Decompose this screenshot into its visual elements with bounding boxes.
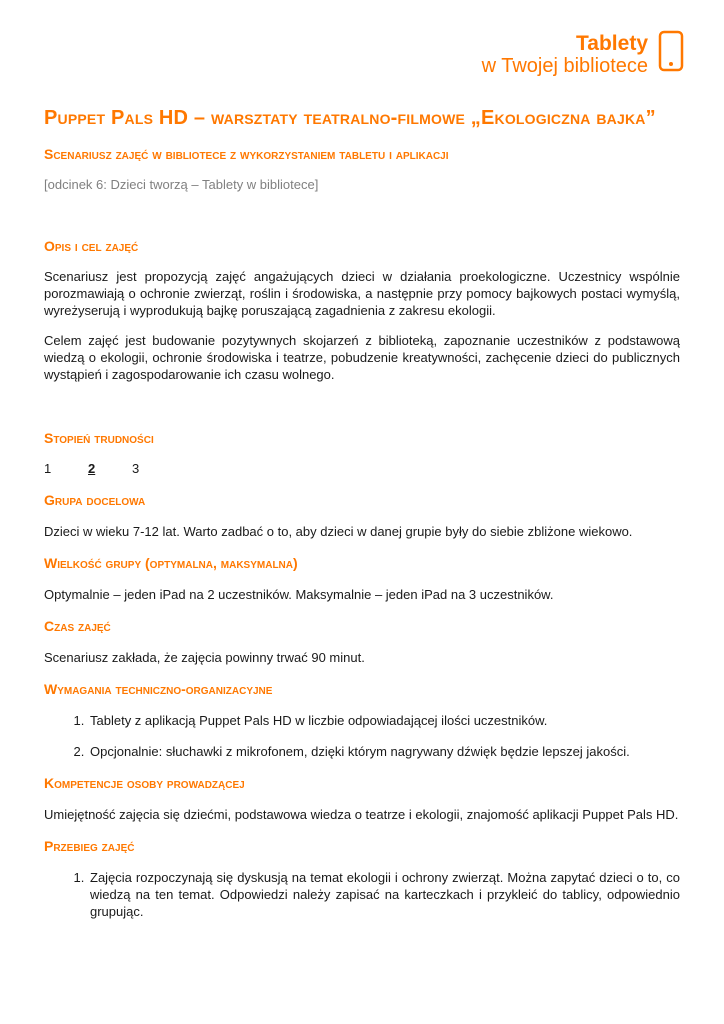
paragraph-opis-1: Scenariusz jest propozycją zajęć angażujących dzieci w działania proekologiczne. Uczestnicy wspólnie porozmawiają o ochronie zwierząt, roślin i środowiska, a następnie przy pomocy bajkowych postaci wymyślą, wyreżyserują i wyprodukują bajkę poruszającą zagadnienia z zakresu ekologii. — [44, 269, 680, 318]
heading-czas: Czas zajęć — [44, 618, 111, 634]
paragraph-wielkosc: Optymalnie – jeden iPad na 2 uczestników. Maksymalnie – jeden iPad na 3 uczestników. — [44, 587, 554, 602]
heading-grupa: Grupa docelowa — [44, 492, 146, 508]
logo-text — [482, 30, 648, 76]
document-body — [44, 104, 680, 920]
heading-przebieg: Przebieg zajęć — [44, 838, 135, 854]
paragraph-czas: Scenariusz zakłada, że zajęcia powinny trwać 90 minut. — [44, 650, 365, 665]
list-item: 1. Tablety z aplikacją Puppet Pals HD w liczbie odpowiadającej ilości uczestników. — [88, 712, 680, 729]
document-subtitle: Scenariusz zajęć w bibliotece z wykorzystaniem tabletu i aplikacji — [44, 146, 449, 162]
list-item: 2. Opcjonalnie: słuchawki z mikrofonem, dzięki którym nagrywany dźwięk będzie lepszej jakości. — [88, 743, 680, 760]
paragraph-grupa: Dzieci w wieku 7-12 lat. Warto zadbać o to, aby dzieci w danej grupie były do siebie zbliżone wiekowo. — [44, 524, 633, 539]
difficulty-level-3: 3 — [132, 461, 140, 476]
heading-wymagania: Wymagania techniczno-organizacyjne — [44, 681, 273, 697]
difficulty-level-1: 1 — [44, 461, 52, 476]
list-wymagania — [44, 712, 680, 760]
logo-line-2: w Twojej bibliotece — [481, 55, 648, 77]
difficulty-levels — [44, 460, 680, 477]
difficulty-level-2-selected: 2 — [88, 461, 96, 476]
episode-label: [odcinek 6: Dzieci tworzą – Tablety w bibliotece] — [44, 177, 319, 192]
list-przebieg — [44, 869, 680, 920]
heading-kompetencje: Kompetencje osoby prowadzącej — [44, 775, 245, 791]
tablet-icon — [658, 30, 684, 72]
heading-opis: Opis i cel zajęć — [44, 238, 139, 254]
heading-stopien: Stopień trudności — [44, 430, 154, 446]
heading-wielkosc: Wielkość grupy (optymalna, maksymalna) — [44, 555, 298, 571]
document-title: Puppet Pals HD – warsztaty teatralno-filmowe „Ekologiczna bajka” — [44, 107, 656, 129]
list-item: 1. Zajęcia rozpoczynają się dyskusją na temat ekologii i ochrony zwierząt. Można zapytać dzieci o to, co wiedzą na ten temat. Odpowiedzi należy zapisać na karteczkach i przykleić do tablicy, odpowiednio grupując. — [88, 869, 680, 920]
logo — [482, 30, 684, 76]
paragraph-opis-2: Celem zajęć jest budowanie pozytywnych skojarzeń z biblioteką, zapoznanie uczestników z podstawową wiedzą o ekologii, ochronie środowiska i teatrze, pobudzenie kreatywności, zachęcenie dzieci do publicznych wystąpień i zagospodarowanie ich czasu wolnego. — [44, 333, 680, 382]
logo-line-1: Tablety — [576, 32, 648, 55]
paragraph-kompetencje: Umiejętność zajęcia się dziećmi, podstawowa wiedza o teatrze i ekologii, znajomość aplikacji Puppet Pals HD. — [44, 807, 679, 822]
